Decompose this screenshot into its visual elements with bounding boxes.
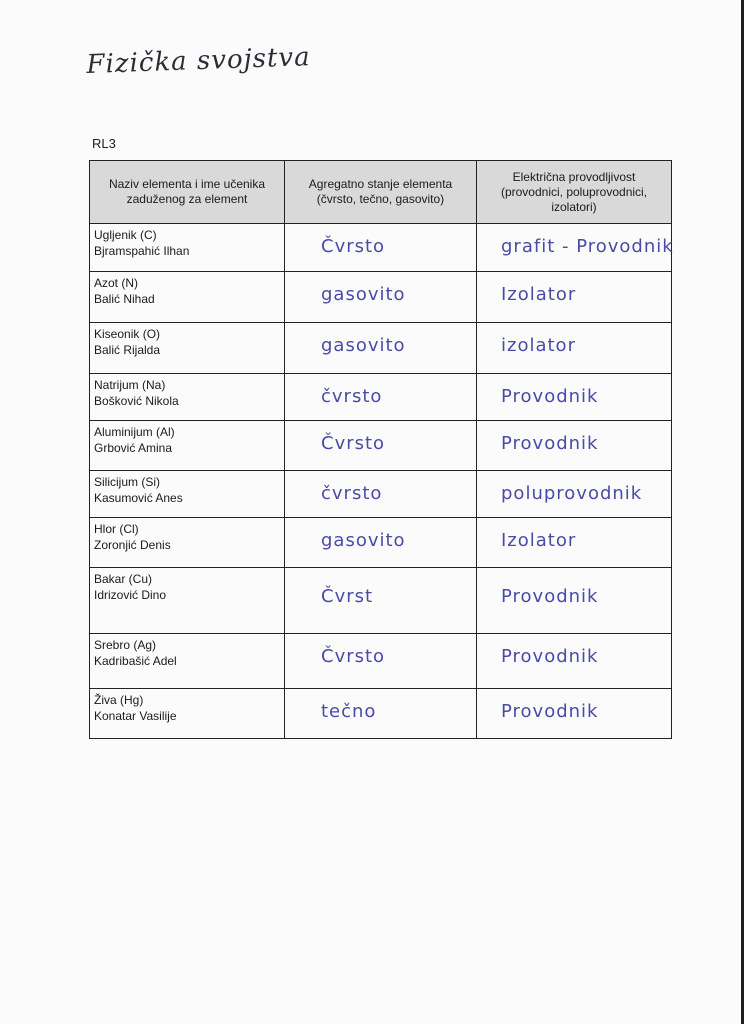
state-cell <box>285 689 477 739</box>
state-cell <box>285 471 477 518</box>
conductivity-cell <box>477 421 672 471</box>
student-name: Kasumović Anes <box>94 491 183 505</box>
element-name: Aluminijum (Al) <box>94 425 175 439</box>
element-cell <box>90 272 285 323</box>
table-row <box>90 323 672 374</box>
conductivity-value: poluprovodnik <box>501 483 643 504</box>
state-value: gasovito <box>321 530 406 551</box>
element-cell <box>90 224 285 272</box>
student-name: Bjramspahić Ilhan <box>94 244 190 258</box>
state-cell <box>285 224 477 272</box>
conductivity-cell <box>477 272 672 323</box>
table-row <box>90 421 672 471</box>
student-name: Kadribašić Adel <box>94 654 177 668</box>
table-row <box>90 634 672 689</box>
elements-table <box>89 160 672 739</box>
student-name: Zoronjić Denis <box>94 538 171 552</box>
student-name: Bošković Nikola <box>94 394 179 408</box>
table-row <box>90 471 672 518</box>
table-row <box>90 272 672 323</box>
sheet-code: RL3 <box>92 136 116 151</box>
element-name: Azot (N) <box>94 276 139 290</box>
element-name: Kiseonik (O) <box>94 327 161 341</box>
state-value: čvrsto <box>321 386 383 407</box>
student-name: Idrizović Dino <box>94 588 167 602</box>
conductivity-value: Provodnik <box>501 701 599 722</box>
header-aggregate-state: Agregatno stanje elementa (čvrsto, tečno, gasovito) <box>285 161 477 224</box>
handwritten-title: Fizička svojstva <box>86 42 312 80</box>
conductivity-cell <box>477 471 672 518</box>
conductivity-value: grafit - Provodnik <box>501 236 674 257</box>
state-value: Čvrst <box>321 586 374 607</box>
state-cell <box>285 421 477 471</box>
conductivity-cell <box>477 634 672 689</box>
conductivity-cell <box>477 518 672 568</box>
student-name: Balić Rijalda <box>94 343 161 357</box>
conductivity-cell <box>477 568 672 634</box>
element-cell <box>90 568 285 634</box>
element-name: Silicijum (Si) <box>94 475 160 489</box>
table-row <box>90 224 672 272</box>
table-row <box>90 689 672 739</box>
element-name: Hlor (Cl) <box>94 522 139 536</box>
element-cell <box>90 518 285 568</box>
conductivity-cell <box>477 224 672 272</box>
conductivity-value: Izolator <box>501 530 577 551</box>
conductivity-value: Provodnik <box>501 386 599 407</box>
state-value: čvrsto <box>321 483 383 504</box>
element-name: Srebro (Ag) <box>94 638 157 652</box>
element-name: Bakar (Cu) <box>94 572 153 586</box>
student-name: Balić Nihad <box>94 292 155 306</box>
state-value: tečno <box>321 701 377 722</box>
student-name: Konatar Vasilije <box>94 709 177 723</box>
element-cell <box>90 323 285 374</box>
state-value: Čvrsto <box>321 236 386 257</box>
state-value: gasovito <box>321 284 406 305</box>
table-row <box>90 568 672 634</box>
state-value: Čvrsto <box>321 646 386 667</box>
conductivity-cell <box>477 374 672 421</box>
state-value: gasovito <box>321 335 406 356</box>
element-cell <box>90 689 285 739</box>
state-cell <box>285 518 477 568</box>
conductivity-cell <box>477 323 672 374</box>
state-cell <box>285 634 477 689</box>
state-cell <box>285 323 477 374</box>
state-cell <box>285 374 477 421</box>
element-cell <box>90 421 285 471</box>
conductivity-value: izolator <box>501 335 576 356</box>
element-cell <box>90 634 285 689</box>
conductivity-value: Provodnik <box>501 586 599 607</box>
header-conductivity: Električna provodljivost (provodnici, poluprovodnici, izolatori) <box>477 161 672 224</box>
conductivity-cell <box>477 689 672 739</box>
conductivity-value: Izolator <box>501 284 577 305</box>
table-header-row <box>90 161 672 224</box>
state-cell <box>285 568 477 634</box>
element-name: Ugljenik (C) <box>94 228 157 242</box>
header-element-student: Naziv elementa i ime učenika zaduženog za element <box>90 161 285 224</box>
element-name: Natrijum (Na) <box>94 378 166 392</box>
student-name: Grbović Amina <box>94 441 173 455</box>
state-value: Čvrsto <box>321 433 386 454</box>
conductivity-value: Provodnik <box>501 433 599 454</box>
table-row <box>90 518 672 568</box>
element-name: Živa (Hg) <box>94 693 144 707</box>
element-cell <box>90 471 285 518</box>
element-cell <box>90 374 285 421</box>
state-cell <box>285 272 477 323</box>
table-row <box>90 374 672 421</box>
conductivity-value: Provodnik <box>501 646 599 667</box>
